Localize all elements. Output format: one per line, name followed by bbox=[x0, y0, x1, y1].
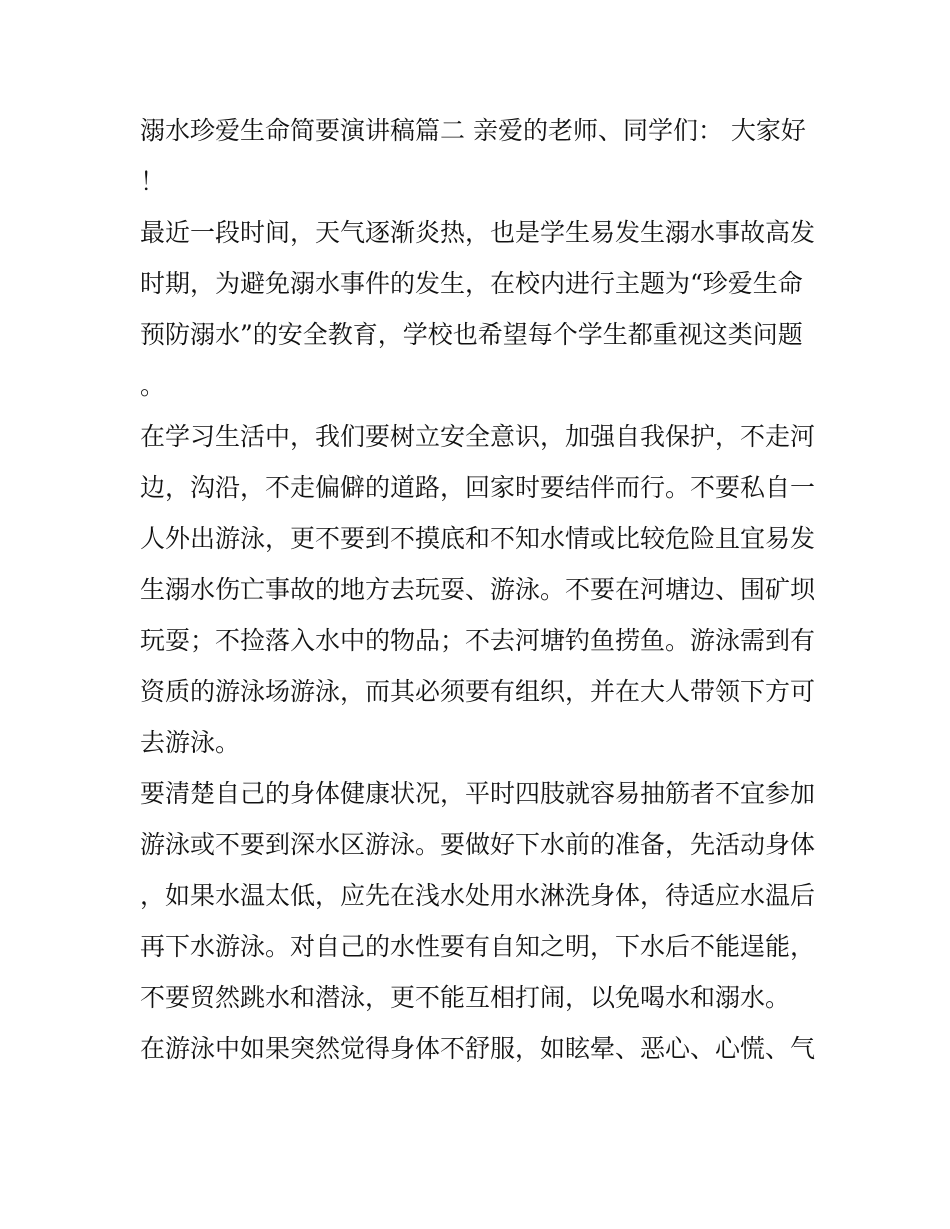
paragraph-title: 溺水珍爱生命简要演讲稿篇二 亲爱的老师、同学们： 大家好！ bbox=[140, 116, 806, 196]
paragraph-health-preparation: 要清楚自己的身体健康状况，平时四肢就容易抽筋者不宜参加游泳或不要到深水区游泳。要做好下水前的准备，先活动身体，如果水温太低，应先在浅水处用水淋洗身体，待适应水温后再下水游泳。对自己的水性要有自知之明，下水后不能逞能，不要贸然跳水和潜泳，更不能互相打闹，以免喝水和溺水。 bbox=[140, 779, 816, 1012]
paragraph-safety-awareness: 在学习生活中，我们要树立安全意识，加强自我保护，不走河边，沟沿，不走偏僻的道路，回家时要结伴而行。不要私自一人外出游泳，更不要到不摸底和不知水情或比较危险且宜易发生溺水伤亡事故的地方去玩耍、游泳。不要在河塘边、围矿坝玩耍；不捡落入水中的物品；不去河塘钓鱼捞鱼。游泳需到有资质的游泳场游泳，而其必须要有组织，并在大人带领下方可去游泳。 bbox=[140, 422, 816, 757]
paragraph-intro: 最近一段时间，天气逐渐炎热，也是学生易发生溺水事故高发时期，为避免溺水事件的发生，在校内进行主题为“珍爱生命预防溺水”的安全教育，学校也希望每个学生都重视这类问题。 bbox=[140, 218, 816, 400]
paragraph-discomfort: 在游泳中如果突然觉得身体不舒服，如眩晕、恶心、心慌、气 bbox=[140, 1034, 816, 1063]
document-body bbox=[140, 105, 816, 1074]
